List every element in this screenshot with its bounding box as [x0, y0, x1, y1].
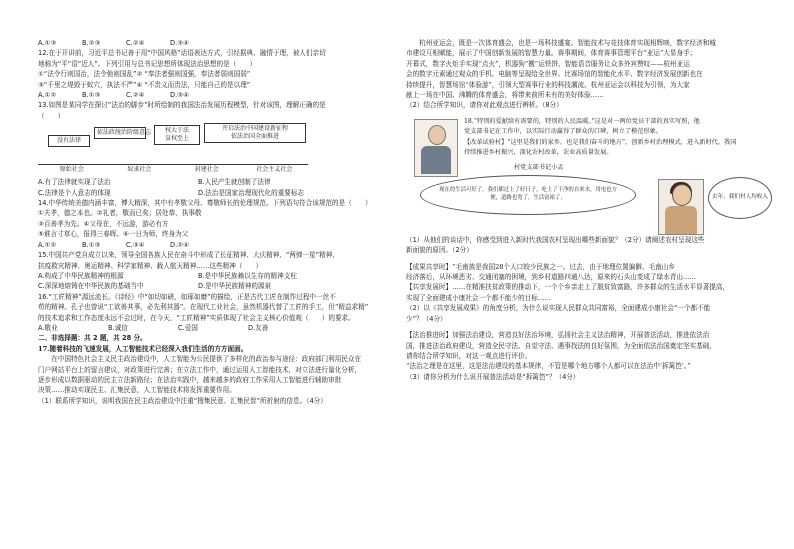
q14-line: 14.中华传统美德内涵丰富，博大精深，其中有孝敬父母、尊敬师长的伦理规范。下列语句符合该规范的是（ ）	[38, 199, 372, 208]
q15-line: 抗疫救灾精神、奥运精神、科学家精神、载人航天精神……这些精神（ ）	[38, 261, 263, 270]
q14-options	[38, 240, 404, 250]
q17-line: 17.随着科技的飞速发展，人工智能技术已经深入我们生活的方方面面。	[38, 344, 248, 353]
q18-line: 持续推进乡村振兴，深化农村改革，农业高质量发展。	[464, 149, 613, 157]
after-line: 新面貌的原因。（2分）	[406, 246, 473, 255]
after-line: 实现了全面建成小康社会一个都不能少的目标……	[406, 293, 552, 302]
q16-options	[38, 323, 404, 333]
after-line: 国，推进法治政府建设，营造全民守法、自觉守法、遇事找法的良好氛围，为全面依法治国奠定坚实基础，	[406, 341, 716, 350]
q13-line: （ ）	[38, 111, 65, 120]
q18-line: 18.“特别的爱献给有需要的，特别的人民温暖。”这是对一两位党员干部的真实写照，他	[464, 117, 700, 125]
option: C.③④	[126, 240, 145, 249]
option: C.②④	[126, 39, 145, 47]
option: A.敬业	[38, 323, 58, 332]
option: C.深深地熔铸在中华民族的基础当中	[38, 282, 144, 291]
q14-line: ①夫孝，德之本也。②礼者，敬而已矣；居处恭，执事敬	[38, 209, 202, 218]
stage-box: 依法政统治阶级意志	[94, 127, 146, 139]
q12-line: ③“千里之堤毁于蚁穴，执法不严”④ “不贵义而贵法，只能自己的是以理”	[38, 80, 251, 89]
speech-bubble-left: 现在的生活可好了，我们都过上了好日子，吃上了干净的自来水，用电也方便，道路也宽了，生活富裕了，	[420, 175, 636, 215]
q18-text	[464, 117, 764, 159]
option: B.人民产生就创制了法律	[198, 178, 271, 187]
stage-box: 权大于法 皇权至上	[154, 125, 200, 145]
after-line: 少”？（4分）	[406, 314, 447, 323]
option: D.③④	[170, 39, 189, 47]
option: B.①③	[82, 240, 101, 249]
stage-box: 开启法治中国建设新征程 依法治国全面推进	[204, 123, 306, 143]
head-shape	[672, 184, 692, 206]
q18-line: 【改革试验村】“这里是我们的家乡，也是我们奋斗的地方”，创新乡村治理模式，进入新时代，我国	[464, 138, 737, 146]
head-shape	[428, 125, 446, 145]
q12-line: 12.在于开讲前，习近平总书记善于用“中国风格”话语表达方式，引经据典、融情于理，被人们亲切	[38, 49, 326, 58]
intro-line: 杭州亚运会，既是一次体育盛会，也是一场科技盛宴。智能技术与竞技体育实现相辉映，数字经济和城	[406, 39, 716, 47]
body-shape	[665, 206, 697, 234]
left-column	[38, 38, 404, 406]
law-history-diagram	[38, 123, 404, 175]
woman-portrait	[658, 179, 704, 235]
q14-line: ⑤谁言寸草心，报得三春晖。⑥一日为师，终身为父	[38, 230, 189, 239]
q12-options	[38, 90, 404, 100]
q16-line: 的技术追求和工作态度永远不会过时，在今天，“工匠精神”实质体现了社会主义核心价值观（ ）的要求。	[38, 313, 355, 322]
q13-line: 13.如图是某同学在探讨“法治的脚步”时所绘制的我国法治发展历程模型，针对该图，理解正确的是	[38, 101, 326, 110]
q17-line: 决策……推动实现民主、汇集民意，人工智能技术将发挥重要作用。	[38, 386, 236, 395]
intro-line: 市建设互相赋能，展示了中国创新发展的智慧力量。赛事期间，体育赛事管理平台“亚运”大显身手；	[406, 49, 697, 58]
option: D.法治是国家治理现代化的重要标志	[198, 188, 305, 197]
q18-line: 党支部书记在工作中，以实际行动赢得了群众的口碑，树立了模范形象。	[464, 128, 662, 136]
intro-line: 持续提升，智慧场馆“体验游”，引领大型赛事行业的科技潮流。杭州亚运会以科技为引领，为大家	[406, 80, 690, 89]
q17-line: 在中国特色社会主义民主政治建设中，人工智能为公民提供了多样化的政治参与途径：政府部门利用民众在	[38, 355, 362, 364]
q14-line: ③百善孝为先。④父母在，不远游，游必有方	[38, 219, 169, 228]
q16-line: 苟的精神。孔子也曾说“工欲善其事，必先利其器”。在现代工业社会，虽然机器代替了工匠的手工，但“精益求精”	[38, 303, 369, 312]
option: B.诚信	[108, 323, 128, 332]
man-portrait	[414, 119, 458, 177]
option: A.构成了中华民族精神的根源	[38, 271, 124, 280]
q13-options	[38, 177, 404, 187]
after-line: （1）从他们的谈话中，你感受到进入新时代我国农村呈现出哪些新面貌？（2分）请阐述农村呈现这些	[406, 235, 705, 244]
q11-options	[38, 38, 404, 48]
option: D.是中华民族精神的源泉	[198, 282, 272, 291]
q15-options	[38, 281, 404, 291]
option: C.法律是个人意志的体现	[38, 188, 111, 197]
option: D.③④	[170, 91, 189, 100]
q12-line: ①“法令行则国治，法令弛则国乱”② “奉法者强则国强，奉法者弱则国弱”	[38, 70, 251, 79]
illustration	[406, 113, 770, 233]
after-line: （3）请你分析为什么说开展普法活动是“拆篱笆”？（4分）	[406, 372, 580, 381]
q16-line: 16.“工匠精神”源远流长。《诗经》中“如切如磋，如琢如磨”的描绘，正是古代工匠在制作过程中一丝不	[38, 292, 336, 301]
intro-line: 献上一场在中国、沸腾的体育盛会，将带来前所未有的美好体验……	[406, 91, 604, 100]
after-line: 【成果共享时】“毛南族是我国28个人口较少民族之一。过去，由于地理位置偏僻、毛南山乡	[406, 262, 675, 271]
q15-options	[38, 271, 404, 281]
q17-line: 逐步形成以数据驱动的民主立法新路径；在法治实践中，越来越多的政府工作采用人工智能进行辅助审批	[38, 375, 342, 384]
option: D.友善	[248, 323, 269, 332]
stage-labels	[38, 165, 308, 175]
intro-line: 会的数字元素通过观众的手机、电脑等呈现给全世界。比赛场馆的智能化水平、数字经济发展创新也在	[406, 70, 703, 79]
option: A.①②	[38, 240, 57, 249]
option: B.①③	[82, 91, 101, 100]
q17-line: 门户网站平台上的留言建议，对政策进行完善；在立法工作中，通过运用人工智能技术，对立法进行量化分析，	[38, 365, 362, 374]
stage-label: 社会主义社会	[256, 165, 293, 173]
option: A.①③	[38, 39, 57, 47]
intro-line: 开幕式，数字火炬手实现“点火”，机器狗“搬”运铁饼、智能语音服务让众多外宾赞叹——杭州亚运	[406, 59, 690, 68]
section-title: 二、非选择题：共 2 题，共 28 分。	[38, 334, 147, 343]
cartoon-caption: 村党支部书记小孟	[514, 163, 564, 171]
option: C.爱国	[178, 323, 198, 332]
option: B.是中华民族赖以生存的精神支柱	[198, 271, 297, 280]
q13-options	[38, 188, 404, 198]
after-line: 【法治推进时】加强法治建设，营造良好法治环境，弘扬社会主义法治精神，开展普法活动，推进依法治	[406, 331, 710, 340]
stage-label: 封建社会	[194, 165, 219, 173]
option: B.②③	[82, 39, 101, 47]
q15-line: 15.中国共产党自成立以来，领导全国各族人民在奋斗中形成了长征精神、大庆精神、“两弹一星”精神、	[38, 251, 339, 260]
speech-bubble-right: 去年，我们村人均收入	[708, 177, 772, 219]
stage-box: 没有法律	[48, 135, 90, 147]
right-column	[406, 38, 770, 382]
option: C.②④	[126, 91, 145, 100]
subquestion: （2）结合所学知识，请你对此观点进行辨析。（8分）	[406, 101, 563, 110]
after-line: “法治之理是在这里，这是法治建设的基本规律，不管是哪个地方哪个人都可以在法治中‘拆篱笆’。”	[406, 362, 691, 371]
after-line: 请你结合所学知识，对这一观点进行评价。	[406, 351, 532, 360]
after-line: 【共享发展时】……在精准扶贫政策的推动下，一个个乡亲走上了脱贫致富路，许多群众的生活水平显著提高，	[406, 283, 730, 292]
option: D.②④	[170, 240, 189, 249]
q12-line: 地称为“平“语”近人”。下列引用与总书记思想所体现法治思想的是（ ）	[38, 59, 257, 68]
stage-label: 原始社会	[59, 165, 84, 173]
q17-subquestion: （1）联系所学知识，说明我国在民主政治建设中注重“搜集民意、汇集民智”所折射的信息。（4分）	[38, 396, 327, 405]
after-line: （2）以《共享发展成果》的角度分析，为什么说实现人民群众共同富裕，全面建成小康社会“一个都不能	[406, 304, 711, 313]
after-line: 经济落后，从环境恶劣、交通闭塞的困境，到乡村道路四通八达，原来的石头山变成了绿水青山……	[406, 273, 697, 282]
body-shape	[421, 146, 451, 174]
stage-label: 奴隶社会	[127, 165, 152, 173]
option: A.①②	[38, 91, 57, 100]
option: A.有了法律就实现了法治	[38, 178, 111, 187]
